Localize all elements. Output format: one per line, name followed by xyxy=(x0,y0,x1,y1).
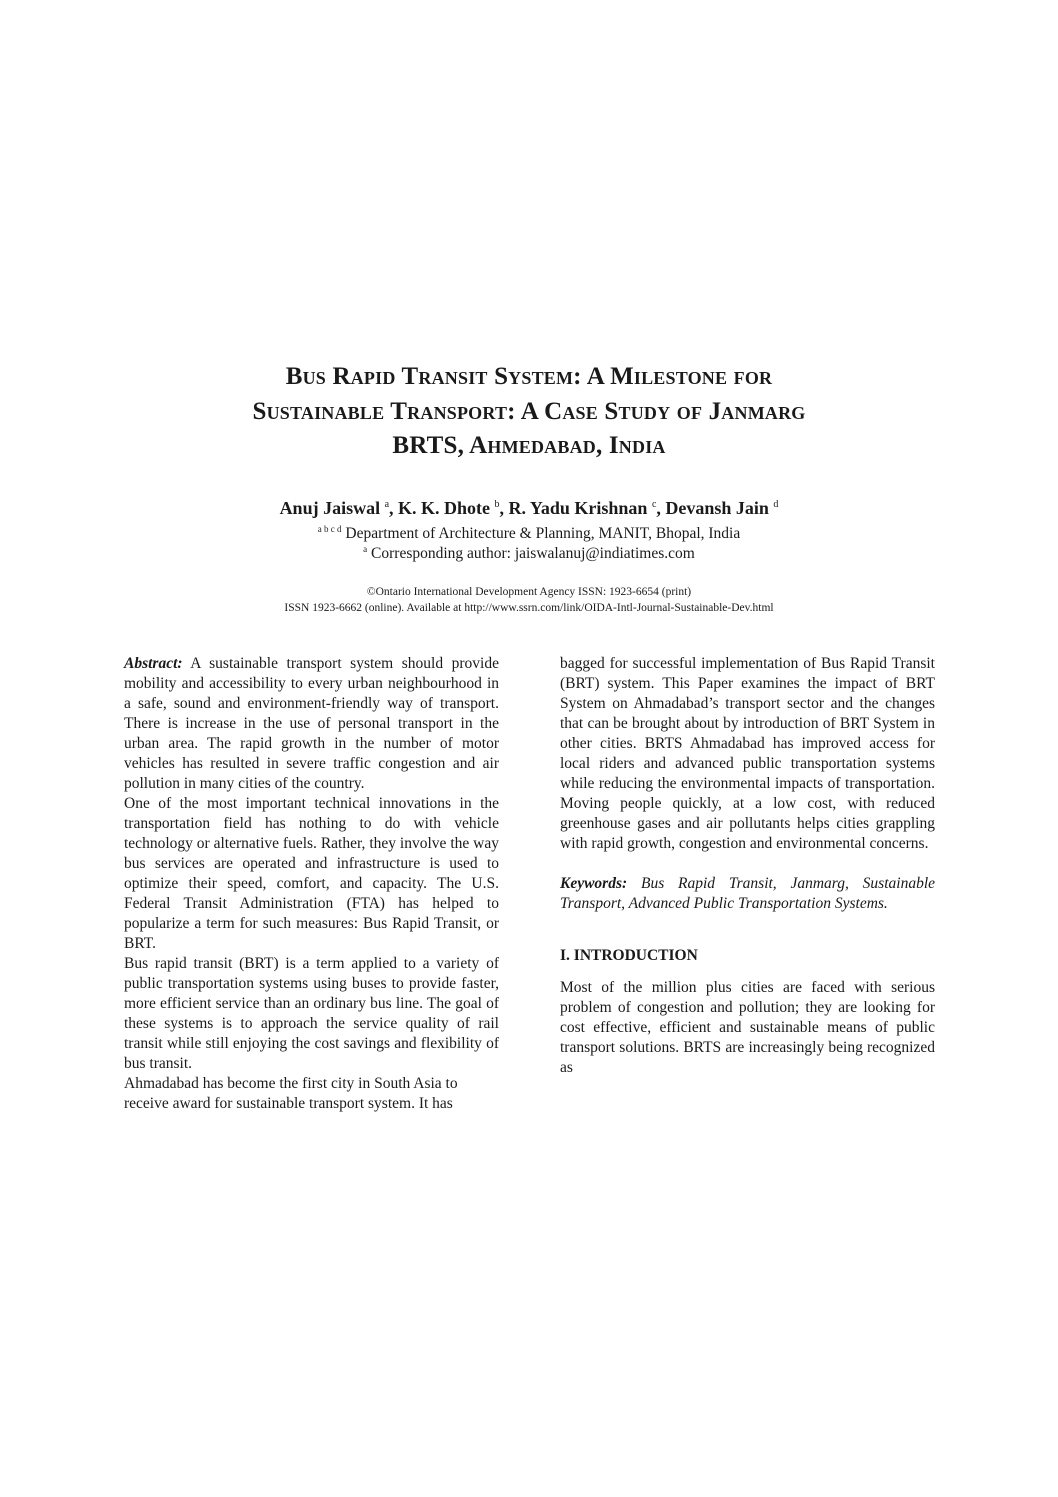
author-name: K. K. Dhote xyxy=(398,498,491,518)
paper-title xyxy=(100,360,958,464)
keywords-label: Keywords: xyxy=(560,875,628,892)
affiliation-text: Department of Architecture & Planning, MANIT, Bhopal, India xyxy=(345,525,741,543)
corresponding-author xyxy=(100,544,958,563)
author-list: Anuj Jaiswal $^a$, K. K. Dhote $^b$, R. Yadu Krishnan $^c$, Devansh Jain $^d$ xyxy=(279,498,779,518)
author-sup: b xyxy=(494,499,500,510)
left-column xyxy=(124,654,499,1114)
author-name: Devansh Jain xyxy=(665,498,769,518)
author-sup: d xyxy=(773,499,779,510)
abstract-paragraph xyxy=(124,654,499,794)
title-line-3: BRTS, Ahmedabad, India xyxy=(392,432,666,459)
abstract-p4: Ahmadabad has become the first city in South Asia to receive award for sustainable transport system. It has xyxy=(124,1075,458,1112)
agency-line-1: ©Ontario International Development Agency ISSN: 1923-6654 (print) xyxy=(366,586,692,598)
abstract-p3: Bus rapid transit (BRT) is a term applied to a variety of public transportation systems using buses to provide faster, more efficient service than an ordinary bus line. The goal of these systems is to approach the service quality of rail transit while still enjoying the cost savings and flexibility of bus transit. xyxy=(124,955,499,1072)
abstract-label: Abstract: xyxy=(124,655,183,672)
corresponding-sup: a xyxy=(363,544,368,554)
author-name: Anuj Jaiswal xyxy=(279,498,381,518)
keywords-text: Bus Rapid Transit, Janmarg, Sustainable Transport, Advanced Public Transportation Systems. xyxy=(560,875,936,912)
abstract-p1: A sustainable transport system should provide mobility and accessibility to every urban neighbourhood in a safe, sound and environment-friendly way of transport. There is increase in the use of personal transport in the urban area. The rapid growth in the number of motor vehicles has resulted in severe traffic congestion and air pollution in many cities of the country. xyxy=(124,655,499,792)
corresponding-text: Corresponding author: jaiswalanuj@indiatimes.com xyxy=(371,545,695,563)
author-sup: a xyxy=(384,499,390,510)
section-heading-introduction: I. INTRODUCTION xyxy=(560,947,698,964)
abstract-p5: bagged for successful implementation of Bus Rapid Transit (BRT) system. This Paper examines the impact of BRT System on Ahmadabad’s transport sector and the changes that can be brought about by introduction of BRT System in other cities. BRTS Ahmadabad has improved access for local riders and advanced public transportation systems while reducing the environmental impacts of transportation. Moving people quickly, at a low cost, with reduced greenhouse gases and air pollutants helps cities grappling with rapid growth, congestion and environmental concerns. xyxy=(560,655,935,852)
affiliation-sup: a b c d xyxy=(317,524,342,534)
introduction-text: Most of the million plus cities are faced with serious problem of congestion and pollution; they are looking for cost effective, efficient and sustainable means of public transport solutions. BRTS are increasingly being recognized as xyxy=(560,979,935,1076)
right-column xyxy=(560,654,935,1078)
agency-line-2: ISSN 1923-6662 (online). Available at http://www.ssrn.com/link/OIDA-Intl-Journal-Sustainable-Dev.html xyxy=(284,602,774,614)
agency-info xyxy=(100,584,958,616)
abstract-p2: One of the most important technical innovations in the transportation field has nothing to do with vehicle technology or alternative fuels. Rather, they involve the way bus services are operated and infrastructure is used to optimize their speed, comfort, and capacity. The U.S. Federal Transit Administration (FTA) has helped to popularize a term for such measures: Bus Rapid Transit, or BRT. xyxy=(124,795,499,952)
title-line-1: Bus Rapid Transit System: A Milestone for xyxy=(285,363,773,390)
title-line-2: Sustainable Transport: A Case Study of Janmarg xyxy=(252,397,806,425)
keywords xyxy=(560,874,935,914)
author-name: R. Yadu Krishnan xyxy=(508,498,648,518)
affiliation xyxy=(100,524,958,543)
author-sup: c xyxy=(651,499,657,510)
